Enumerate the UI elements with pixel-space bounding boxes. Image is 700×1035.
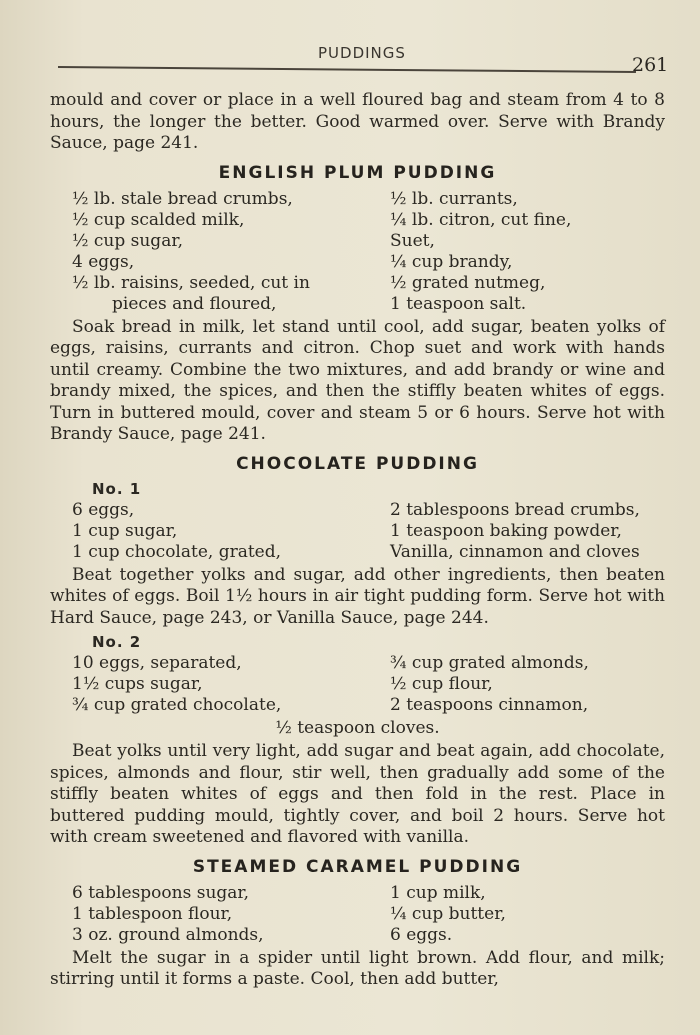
- ingredient: ½ grated nutmeg,: [390, 272, 546, 293]
- method-chocolate-no1: Beat together yolks and sugar, add other ingredients, then beaten whites of eggs. Boil 1½ hours in air tight pudding form. Serve hot with Hard Sauce, page 243, or Vanilla Sauce, page 244.: [50, 564, 665, 628]
- ingredient: 6 eggs,: [72, 499, 135, 520]
- ingredient: ¾ cup grated almonds,: [390, 653, 589, 673]
- ingredient: 2 teaspoons cinnamon,: [390, 695, 589, 715]
- ingredient: 10 eggs, separated,: [72, 653, 242, 673]
- ingredient: ½ cup scalded milk,: [72, 209, 245, 230]
- ingredients-caramel: [50, 883, 665, 946]
- ingredients-left: [50, 653, 368, 716]
- ingredient: 1 teaspoon salt.: [390, 293, 527, 314]
- ingredient: 1 cup chocolate, grated,: [72, 541, 282, 562]
- header-rule: [58, 66, 636, 73]
- ingredient: 1 cup sugar,: [72, 520, 178, 541]
- ingredient: 1 teaspoon baking powder,: [390, 520, 622, 541]
- method-caramel: Melt the sugar in a spider until light brown. Add flour, and milk; stirring until it forms a paste. Cool, then add butter,: [50, 947, 665, 989]
- page-body: [50, 90, 665, 991]
- method-english-plum: Soak bread in milk, let stand until cool, add sugar, beaten yolks of eggs, raisins, currants and citron. Chop suet and work with hands until creamy. Combine the two mixtures, and add brandy or wine and brandy mixed, the spices, and then the stiffly beaten whites of eggs. Turn in buttered mould, cover and steam 5 or 6 hours. Serve hot with Brandy Sauce, page 241.: [50, 316, 665, 444]
- ingredient: ¼ cup brandy,: [390, 251, 513, 272]
- ingredient: ½ lb. raisins, seeded, cut in: [72, 272, 310, 293]
- ingredients-right: [368, 883, 665, 946]
- page-number: 261: [632, 54, 669, 76]
- ingredient: ½ cup flour,: [390, 674, 493, 694]
- ingredient-centered: ½ teaspoon cloves.: [275, 718, 440, 738]
- ingredient: ½ cup sugar,: [72, 230, 183, 251]
- ingredient-continuation: pieces and floured,: [112, 293, 277, 314]
- ingredients-left: [50, 883, 368, 946]
- ingredients-left: [50, 500, 368, 563]
- ingredient: 3 oz. ground almonds,: [72, 924, 264, 945]
- variant-label-no2: No. 2: [92, 633, 142, 651]
- ingredients-chocolate-no2: [50, 653, 665, 716]
- ingredient: 6 eggs.: [390, 924, 453, 945]
- running-head: [0, 42, 700, 82]
- ingredients-left: [50, 189, 368, 315]
- recipe-title-english-plum: ENGLISH PLUM PUDDING: [218, 162, 497, 183]
- ingredient: Vanilla, cinnamon and cloves: [390, 541, 640, 562]
- ingredient: 6 tablespoons sugar,: [72, 882, 250, 903]
- ingredient: 4 eggs,: [72, 251, 135, 272]
- ingredient: 1 tablespoon flour,: [72, 903, 233, 924]
- ingredient: Suet,: [390, 230, 435, 251]
- ingredients-right: [368, 500, 665, 563]
- ingredient: ¼ lb. citron, cut fine,: [390, 209, 572, 230]
- ingredients-chocolate-no1: [50, 500, 665, 563]
- running-title: PUDDINGS: [318, 44, 406, 62]
- variant-label-no1: No. 1: [92, 479, 142, 498]
- method-chocolate-no2: Beat yolks until very light, add sugar and beat again, add chocolate, spices, almonds and flour, stir well, then gradually add some of the stiffly beaten whites of eggs and then fold in the rest. Place in buttered pudding mould, tightly cover, and boil 2 hours. Serve hot with cream sweetened and flavored with vanilla.: [50, 741, 665, 847]
- ingredient: ½ lb. stale bread crumbs,: [72, 188, 293, 209]
- ingredient: ¼ cup butter,: [390, 903, 506, 924]
- ingredients-english-plum: [50, 189, 665, 315]
- recipe-title-caramel: STEAMED CARAMEL PUDDING: [192, 856, 523, 877]
- ingredient: 1½ cups sugar,: [72, 674, 203, 694]
- recipe-title-chocolate: CHOCOLATE PUDDING: [236, 453, 479, 474]
- ingredients-right: [368, 189, 665, 315]
- ingredient: 1 cup milk,: [390, 882, 486, 903]
- ingredients-right: [368, 653, 665, 716]
- ingredient: ½ lb. currants,: [390, 188, 518, 209]
- ingredient: 2 tablespoons bread crumbs,: [390, 499, 640, 520]
- intro-paragraph: mould and cover or place in a well floured bag and steam from 4 to 8 hours, the longer the better. Good warmed over. Serve with Brandy Sauce, page 241.: [50, 90, 665, 153]
- ingredient: ¾ cup grated chocolate,: [72, 695, 282, 715]
